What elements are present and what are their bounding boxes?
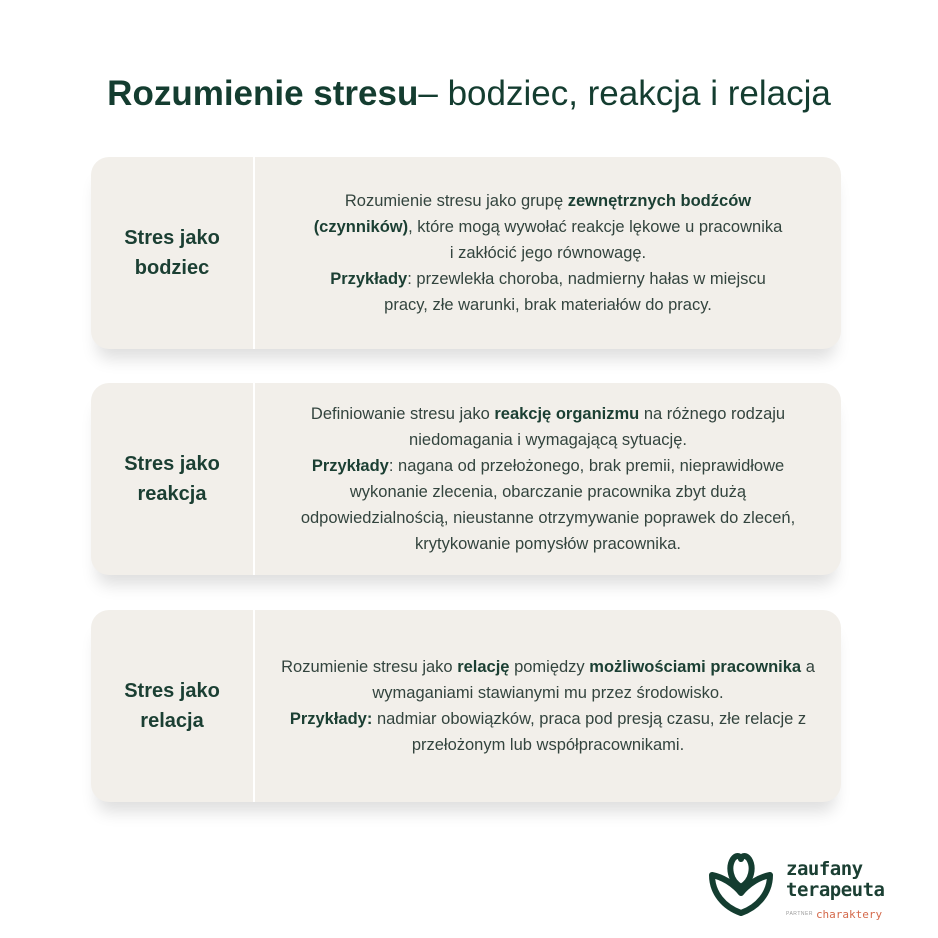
card-label-line2: relacja xyxy=(140,710,204,732)
partner-prefix: PARTNER xyxy=(786,910,813,917)
logo-partner xyxy=(786,905,882,923)
card-label xyxy=(112,676,232,736)
card-relation xyxy=(91,610,841,802)
card-label-line2: bodziec xyxy=(134,257,210,279)
card-text-cell xyxy=(255,610,841,802)
description-emphasis: reakcję organizmu xyxy=(494,405,640,423)
title-bold: Rozumienie stresu xyxy=(107,74,419,113)
page-title xyxy=(0,72,938,116)
card-label-line1: Stres jako xyxy=(124,453,220,475)
description-text: pomiędzy xyxy=(509,658,590,676)
card-label-cell xyxy=(91,383,255,575)
partner-brand: charaktery xyxy=(815,908,883,921)
description-text: : nagana od przełożonego, brak premii, nieprawidłowe wykonanie zlecenia, obarczanie pracownika zbyt dużą odpowiedzialnością, nieustanne otrzymywanie poprawek do zleceń, krytykowanie pomysłów pracownika. xyxy=(300,457,796,553)
card-label-cell xyxy=(91,610,255,802)
card-label xyxy=(112,449,232,509)
card-label-line1: Stres jako xyxy=(124,227,220,249)
card-stimulus xyxy=(91,157,841,349)
description-text: Rozumienie stresu jako grupę xyxy=(344,192,568,210)
description-text: Rozumienie stresu jako xyxy=(281,658,458,676)
card-description xyxy=(298,401,798,557)
description-emphasis: Przykłady: xyxy=(289,710,373,728)
card-label-line2: reakcja xyxy=(137,483,207,505)
description-text: , które mogą wywołać reakcje lękowe u pracownika i zakłócić jego równowagę. xyxy=(408,218,783,262)
description-emphasis: Przykłady xyxy=(330,270,408,288)
description-emphasis: możliwościami pracownika xyxy=(589,658,802,676)
brand-logo xyxy=(706,847,896,923)
card-label-line1: Stres jako xyxy=(124,680,220,702)
description-text: Definiowanie stresu jako xyxy=(310,405,495,423)
logo-line1: zaufany xyxy=(786,858,863,880)
description-text: : przewlekła choroba, nadmierny hałas w miejscu pracy, złe warunki, brak materiałów do pracy. xyxy=(384,270,766,314)
card-text-cell xyxy=(255,383,841,575)
card-label-cell xyxy=(91,157,255,349)
card-description xyxy=(278,654,818,758)
description-emphasis: zewnętrznych bodźców (czynników) xyxy=(313,192,752,236)
description-emphasis: relację xyxy=(457,658,510,676)
card-reaction xyxy=(91,383,841,575)
logo-line2: terapeuta xyxy=(786,879,885,901)
leaf-heart-icon xyxy=(706,847,776,919)
description-text: a wymaganiami stawianymi mu przez środowisko. xyxy=(372,658,815,702)
card-label xyxy=(112,223,232,283)
card-description xyxy=(313,188,783,318)
card-text-cell xyxy=(255,157,841,349)
title-rest: – bodziec, reakcja i relacja xyxy=(418,74,831,113)
description-emphasis: Przykłady xyxy=(311,457,389,475)
description-text: nadmiar obowiązków, praca pod presją czasu, złe relacje z przełożonym lub współpracownikami. xyxy=(372,710,807,754)
description-text: na różnego rodzaju niedomagania i wymagającą sytuację. xyxy=(409,405,786,449)
